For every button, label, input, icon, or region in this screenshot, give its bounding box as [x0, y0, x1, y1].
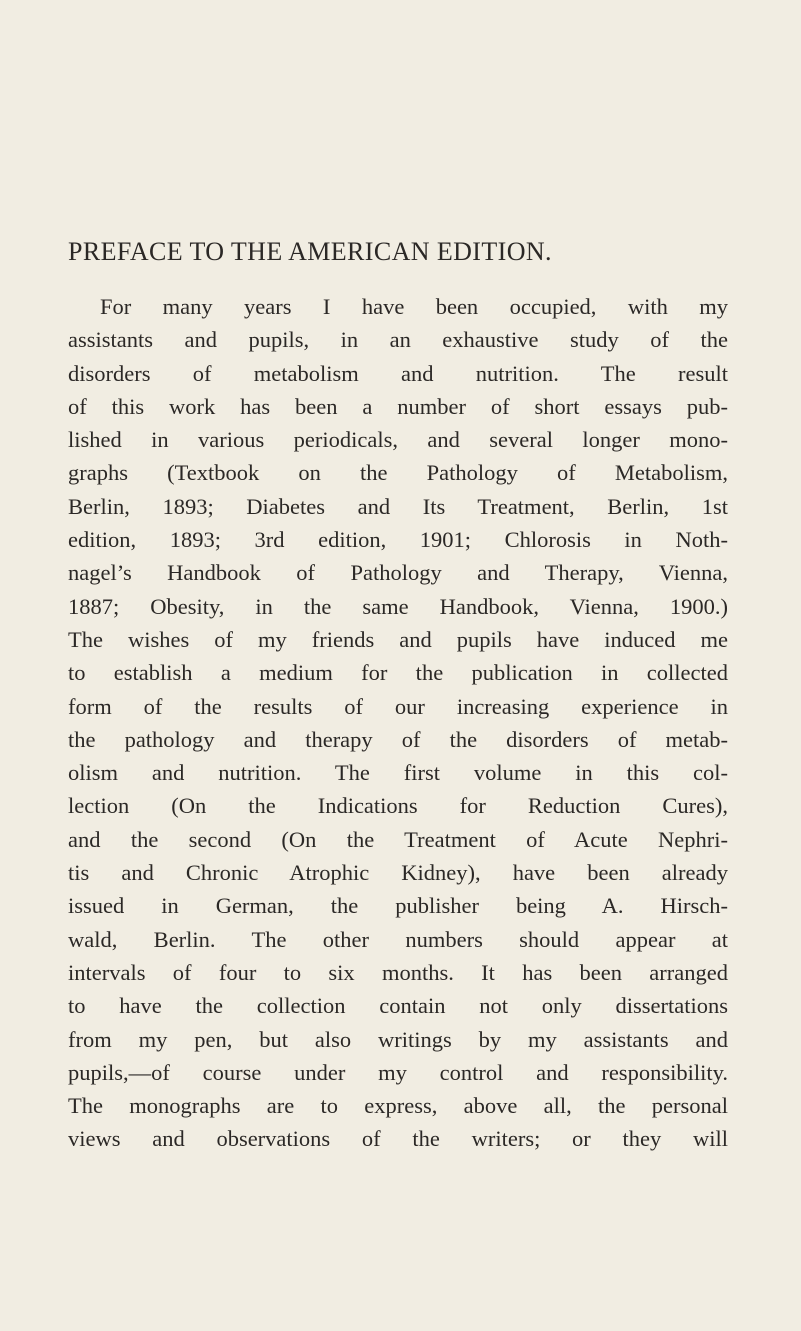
text-line: issued in German, the publisher being A. Hirsch- — [68, 893, 728, 919]
text-line: lection (On the Indications for Reduction Cures), — [68, 793, 728, 819]
text-line: Berlin, 1893; Diabetes and Its Treatment, Berlin, 1st — [68, 493, 728, 519]
text-line: wald, Berlin. The other numbers should appear at — [68, 926, 728, 952]
text-line: lished in various periodicals, and several longer mono- — [68, 427, 728, 453]
text-line: nagel’s Handbook of Pathology and Therapy, Vienna, — [68, 560, 728, 586]
text-line: assistants and pupils, in an exhaustive study of the — [68, 327, 728, 353]
text-line: of this work has been a number of short essays pub- — [68, 393, 728, 419]
text-line: tis and Chronic Atrophic Kidney), have been already — [68, 860, 728, 886]
text-line: and the second (On the Treatment of Acute Nephri- — [68, 826, 728, 852]
text-line: olism and nutrition. The first volume in this col- — [68, 760, 728, 786]
text-line: to establish a medium for the publication in collected — [68, 660, 728, 686]
text-line: from my pen, but also writings by my assistants and — [68, 1026, 728, 1052]
text-line: The wishes of my friends and pupils have induced me — [68, 626, 728, 652]
page-title: PREFACE TO THE AMERICAN EDITION. — [68, 237, 552, 266]
text-line: pupils,—of course under my control and responsibility. — [68, 1059, 728, 1085]
text-line: form of the results of our increasing experience in — [68, 693, 728, 719]
text-line: edition, 1893; 3rd edition, 1901; Chlorosis in Noth- — [68, 527, 728, 553]
text-line: graphs (Textbook on the Pathology of Metabolism, — [68, 460, 728, 486]
text-line: views and observations of the writers; or they will — [68, 1126, 728, 1152]
text-line: 1887; Obesity, in the same Handbook, Vienna, 1900.) — [68, 593, 728, 619]
text-line: For many years I have been occupied, with my — [100, 294, 728, 319]
text-line: the pathology and therapy of the disorders of metab- — [68, 726, 728, 752]
preface-paragraph — [68, 290, 728, 1156]
text-line: to have the collection contain not only dissertations — [68, 993, 728, 1019]
text-line: disorders of metabolism and nutrition. The result — [68, 360, 728, 386]
text-line: intervals of four to six months. It has been arranged — [68, 959, 728, 985]
text-line: The monographs are to express, above all, the personal — [68, 1093, 728, 1119]
